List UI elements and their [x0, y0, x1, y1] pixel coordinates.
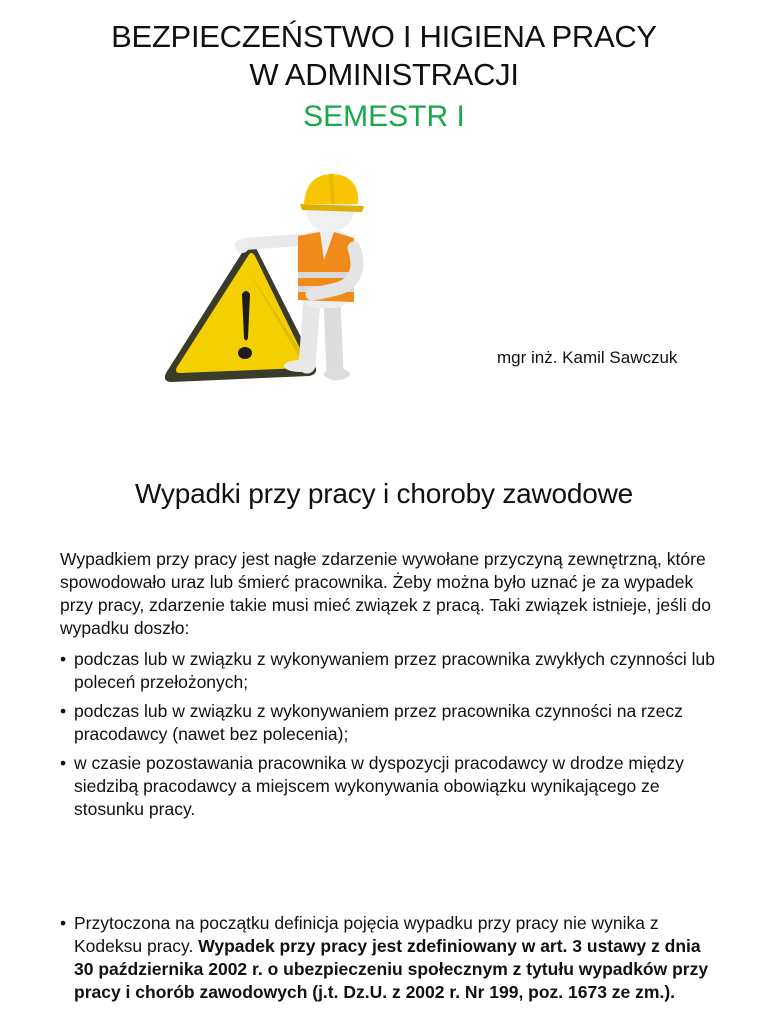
- semester-label: SEMESTR I: [303, 100, 465, 133]
- legal-note-block: [60, 912, 720, 1004]
- list-item: • podczas lub w związku z wykonywaniem przez pracownika zwykłych czynności lub poleceń przełożonych;: [60, 648, 720, 694]
- list-item: [60, 912, 720, 1004]
- warning-sign-worker-icon: [150, 160, 390, 392]
- title-line-1: BEZPIECZEŃSTWO I HIGIENA PRACY: [111, 19, 657, 54]
- slide-title: [0, 18, 768, 136]
- list-item: • podczas lub w związku z wykonywaniem przez pracownika czynności na rzecz pracodawcy (nawet bez polecenia);: [60, 700, 720, 746]
- definition-block: [60, 548, 720, 827]
- definition-paragraph: Wypadkiem przy pracy jest nagłe zdarzenie wywołane przyczyną zewnętrzną, które spowodowało uraz lub śmierć pracownika. Żeby można było uznać je za wypadek przy pracy, zdarzenie takie musi mieć związek z pracą. Taki związek istnieje, jeśli do wypadku doszło:: [60, 549, 711, 638]
- note-list: [60, 912, 720, 1004]
- author-name: mgr inż. Kamil Sawczuk: [497, 348, 678, 367]
- note-plain-text: Przytoczona na początku definicja pojęcia wypadku przy pracy nie wynika z Kodeksu pracy.: [74, 913, 659, 956]
- conditions-list: [60, 648, 720, 821]
- section-heading: Wypadki przy pracy i choroby zawodowe: [134, 478, 634, 509]
- title-line-2: W ADMINISTRACJI: [249, 57, 519, 92]
- note-bold-text: Wypadek przy pracy jest zdefiniowany w art. 3 ustawy z dnia 30 października 2002 r. o ubezpieczeniu społecznym z tytułu wypadków przy pracy i chorób zawodowych (j.t. Dz.U. z 2002 r. Nr 199, poz. 1673 ze zm.).: [74, 936, 709, 1002]
- list-item: • w czasie pozostawania pracownika w dyspozycji pracodawcy w drodze między siedzibą pracodawcy a miejscem wykonywania obowiązku wynikającego ze stosunku pracy.: [60, 752, 720, 821]
